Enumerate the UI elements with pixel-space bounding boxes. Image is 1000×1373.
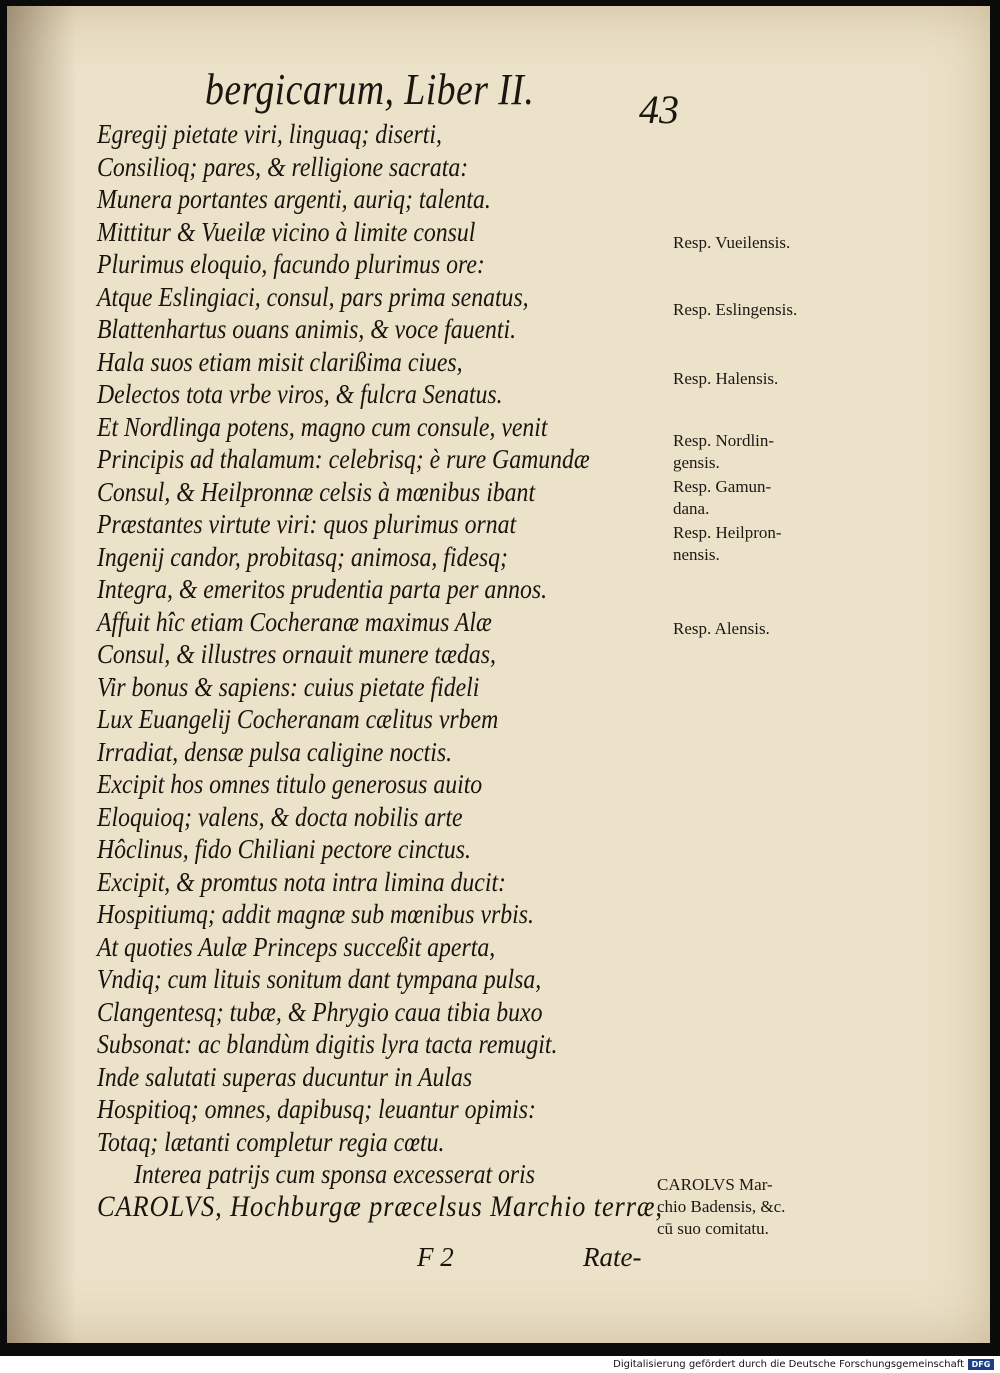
marginal-note (673, 430, 774, 474)
marginal-note-line: Resp. Gamun- (673, 477, 772, 496)
verse-line: Totaq; lætanti completur regia cœtu. (97, 1126, 445, 1157)
marginal-note-line: Resp. Nordlin- (673, 431, 775, 450)
verse-line: Hospitiumq; addit magnæ sub mœnibus vrbis. (97, 899, 534, 929)
marginal-note (673, 368, 778, 390)
verse-line: Vndiq; cum lituis sonitum dant tympana pulsa, (97, 964, 542, 994)
verse-text (97, 118, 740, 1223)
marginal-note-line: Resp. Alensis. (673, 619, 770, 638)
verse-line: Inde salutati superas ducuntur in Aulas (97, 1061, 473, 1092)
marginal-note-line: Resp. Eslingensis. (673, 300, 798, 319)
catchword: Rate- (583, 1242, 642, 1272)
marginal-note-line: CAROLVS Mar- (657, 1175, 773, 1194)
book-page (7, 6, 990, 1343)
verse-line: Consul, & illustres ornauit munere tædas, (97, 639, 496, 669)
verse-line: Consul, & Heilpronnæ celsis à mœnibus ibant (97, 476, 536, 507)
verse-line: Integra, & emeritos prudentia parta per annos. (97, 574, 548, 604)
marginal-note-line: Resp. Halensis. (673, 369, 779, 388)
verse-line: Munera portantes argenti, auriq; talenta. (97, 184, 491, 214)
running-title: bergicarum, Liber II. (205, 65, 535, 114)
verse-line: Consilioq; pares, & relligione sacrata: (97, 151, 469, 182)
marginal-note-line: chio Badensis, &c. (657, 1197, 786, 1216)
marginal-note (657, 1174, 785, 1240)
marginal-note (673, 522, 782, 566)
verse-line: Interea patrijs cum sponsa excesserat oris (133, 1159, 535, 1189)
verse-line: Plurimus eloquio, facundo plurimus ore: (97, 249, 485, 279)
marginal-note-line: nensis. (673, 545, 720, 564)
verse-line: Hospitioq; omnes, dapibusq; leuantur opimis: (97, 1094, 536, 1124)
page-number: 43 (639, 87, 679, 132)
dfg-logo: DFG (968, 1359, 994, 1370)
marginal-note-line: Resp. Heilpron- (673, 523, 782, 542)
marginal-note-line: Resp. Vueilensis. (673, 233, 791, 252)
marginal-note (673, 299, 797, 321)
digitization-credit: Digitalisierung gefördert durch die Deutsche Forschungsgemeinschaft (613, 1359, 964, 1370)
marginal-note (673, 476, 771, 520)
verse-line: Lux Euangelij Cocheranam cælitus vrbem (97, 704, 499, 734)
verse-line: Clangentesq; tubæ, & Phrygio caua tibia buxo (97, 996, 543, 1027)
verse-line: Hala suos etiam misit clarißima ciues, (97, 346, 463, 377)
verse-line: Mittitur & Vueilæ vicino à limite consul (97, 216, 476, 247)
marginal-note (673, 618, 770, 640)
verse-line: Præstantes virtute viri: quos plurimus ornat (97, 509, 517, 539)
verse-line: Atque Eslingiaci, consul, pars prima senatus, (97, 281, 529, 312)
verse-line: Eloquioq; valens, & docta nobilis arte (97, 801, 463, 832)
verse-line: Vir bonus & sapiens: cuius pietate fideli (97, 671, 480, 702)
signature-mark: F 2 (417, 1242, 454, 1272)
verse-line: Excipit, & promtus nota intra limina ducit: (97, 866, 506, 897)
verse-line: Egregij pietate viri, linguaq; diserti, (97, 119, 442, 149)
marginal-note-line: gensis. (673, 453, 720, 472)
marginal-note-line: dana. (673, 499, 710, 518)
verse-line: Excipit hos omnes titulo generosus auito (97, 769, 483, 799)
marginal-note (673, 232, 790, 254)
verse-line: At quoties Aulæ Princeps succeßit aperta, (97, 931, 496, 962)
verse-line: Delectos tota vrbe viros, & fulcra Senatus. (97, 379, 503, 409)
verse-line: Ingenij candor, probitasq; animosa, fidesq; (97, 541, 508, 572)
verse-line: Blattenhartus ouans animis, & voce fauenti. (97, 314, 517, 344)
verse-line: Affuit hîc etiam Cocheranæ maximus Alæ (97, 606, 492, 637)
verse-line: CAROLVS, Hochburgæ præcelsus Marchio terræ, (97, 1189, 663, 1223)
verse-line: Hôclinus, fido Chiliani pectore cinctus. (97, 834, 471, 864)
verse-line: Irradiat, densæ pulsa caligine noctis. (97, 736, 453, 767)
verse-line: Principis ad thalamum: celebrisq; è rure Gamundæ (97, 444, 590, 474)
marginal-note-line: cū suo comitatu. (657, 1219, 769, 1238)
verse-line: Subsonat: ac blandùm digitis lyra tacta remugit. (97, 1029, 558, 1059)
verse-line: Et Nordlinga potens, magno cum consule, venit (97, 411, 548, 442)
